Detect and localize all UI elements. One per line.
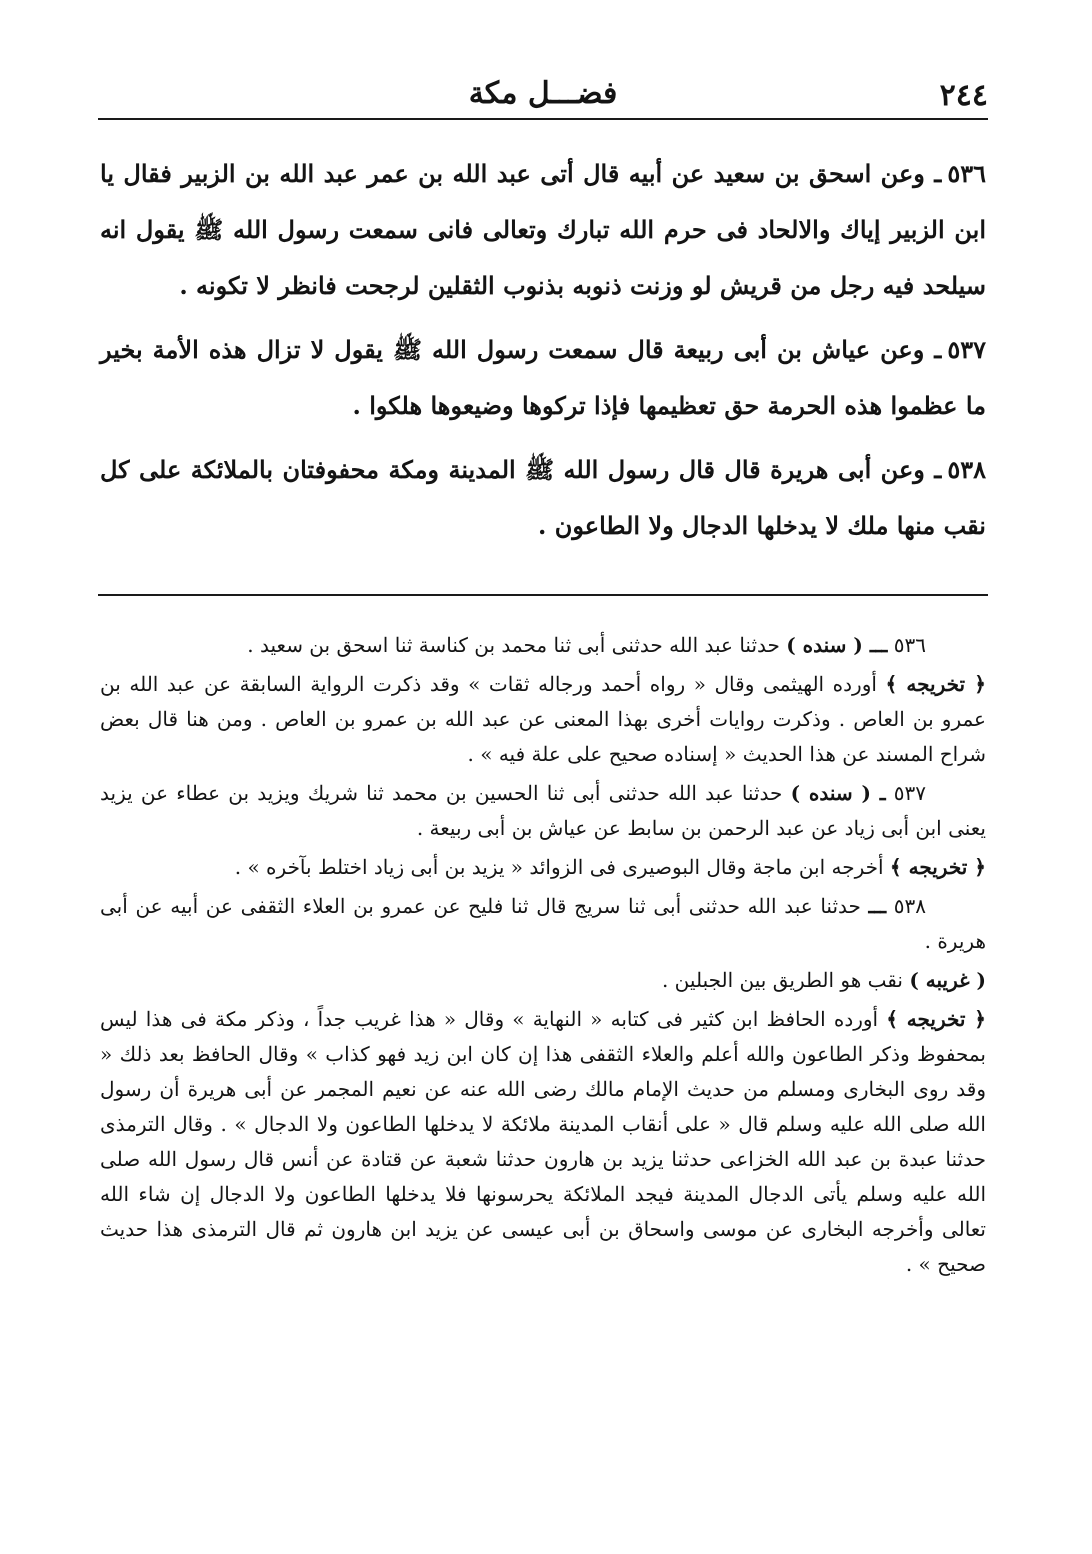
note-label: ﴿ تخريجه ﴾ [886,1007,987,1031]
hadith-paragraph [100,322,986,434]
note-label: ـ ( سنده ) [790,781,886,805]
note-label: ـــ [868,894,887,918]
note-text: حدثنا عبد الله حدثنى أبى ثنا سريج قال ثنا فليح عن عمرو بن العلاء الثقفى عن أبيه عن أبى هريرة . [100,894,986,953]
hadith-text: ـ وعن عياش بن أبى ربيعة قال سمعت رسول الله ﷺ يقول لا تزال هذه الأمة بخير ما عظموا هذه الحرمة حق تعظيمها فإذا تركوها وضيعوها هلكوا . [100,335,986,420]
note-text: أورده الهيثمى وقال « رواه أحمد ورجاله ثقات » وقد ذكرت الرواية السابقة عن عبد الله بن عمرو بن العاص . وذكرت روايات أخرى بهذا المعنى عن عبد الله بن عمرو بن العاص . ومن هنا قال بعض شراح المسند عن هذا الحديث « إسناده صحيح على علة فيه » . [100,672,986,766]
note-text: نقب هو الطريق بين الجبلين . [661,968,903,992]
footnote-takhrij [100,667,986,772]
note-label: ( غريبه ) [909,968,986,992]
main-text [100,146,986,562]
hadith-number: ٥٣٨ [947,455,986,484]
footnotes-rule [98,594,988,596]
hadith-paragraph [100,442,986,554]
note-number: ٥٣٨ [893,894,927,918]
note-label: ـــ ( سنده ) [786,633,888,657]
hadith-number: ٥٣٧ [947,335,986,364]
footnote-takhrij [100,850,986,885]
hadith-paragraph [100,146,986,314]
note-text: أورده الحافظ ابن كثير فى كتابه « النهاية » وقال « هذا غريب جداً ، وذكر مكة فى هذا ليس بمحفوظ وذكر الطاعون والله أعلم والعلاء الثقفى هذا إن كان ابن زيد فهو كذاب » وقال الحافظ بعد ذلك « وقد روى البخارى ومسلم من حديث الإمام مالك رضى الله عنه عن نعيم المجمر عن أبى هريرة أن رسول الله صلى الله عليه وسلم قال « على أنقاب المدينة ملائكة لا يدخلها الطاعون ولا الدجال » . وقال الترمذى حدثنا عبدة بن عبد الله الخزاعى حدثنا يزيد بن هارون حدثنا شعبة عن قتادة عن أنس قال رسول الله صلى الله عليه وسلم يأتى الدجال المدينة فيجد الملائكة يحرسونها فلا يدخلها الطاعون ولا الدجال إن شاء الله تعالى وأخرجه البخارى عن موسى واسحاق بن أبى عيسى عن يزيد ابن هارون ثم قال الترمذى هذا حديث صحيح » . [100,1007,986,1276]
note-text: أخرجه ابن ماجة وقال البوصيرى فى الزوائد « يزيد بن أبى زياد اختلط بآخره » . [234,855,884,879]
footnotes [100,628,986,1286]
footnote-takhrij [100,1002,986,1282]
note-text: حدثنا عبد الله حدثنى أبى ثنا الحسين بن محمد ثنا شريك ويزيد بن عطاء عن يزيد يعنى ابن أبى زياد عن عبد الرحمن بن سابط عن عياش بن أبى ربيعة . [100,781,986,840]
footnote-sanad [100,889,986,959]
page-number: ٢٤٤ [939,78,988,113]
header-rule [98,118,988,120]
hadith-number: ٥٣٦ [947,159,986,188]
hadith-text: ـ وعن اسحق بن سعيد عن أبيه قال أتى عبد الله بن عمر عبد الله بن الزبير فقال يا ابن الزبير إياك والالحاد فى حرم الله تبارك وتعالى فانى سمعت رسول الله ﷺ يقول انه سيلحد فيه رجل من قريش لو وزنت ذنوبه بذنوب الثقلين لرجحت فانظر لا تكونه . [100,159,986,300]
running-title: فضـــل مكة [468,76,618,111]
note-number: ٥٣٦ [893,633,926,657]
page-header [98,74,988,118]
footnote-sanad [100,776,986,846]
footnote-sanad [100,628,986,663]
note-number: ٥٣٧ [893,781,927,805]
note-label: ﴿ تخريجه ﴾ [885,672,987,696]
hadith-text: ـ وعن أبى هريرة قال قال رسول الله ﷺ المدينة ومكة محفوفتان بالملائكة على كل نقب منها ملك لا يدخلها الدجال ولا الطاعون . [100,455,986,540]
note-label: ﴿ تخريجه ﴾ [889,855,986,879]
note-text: حدثنا عبد الله حدثنى أبى ثنا محمد بن كناسة ثنا اسحق بن سعيد . [247,633,780,657]
footnote-gharib [100,963,986,998]
